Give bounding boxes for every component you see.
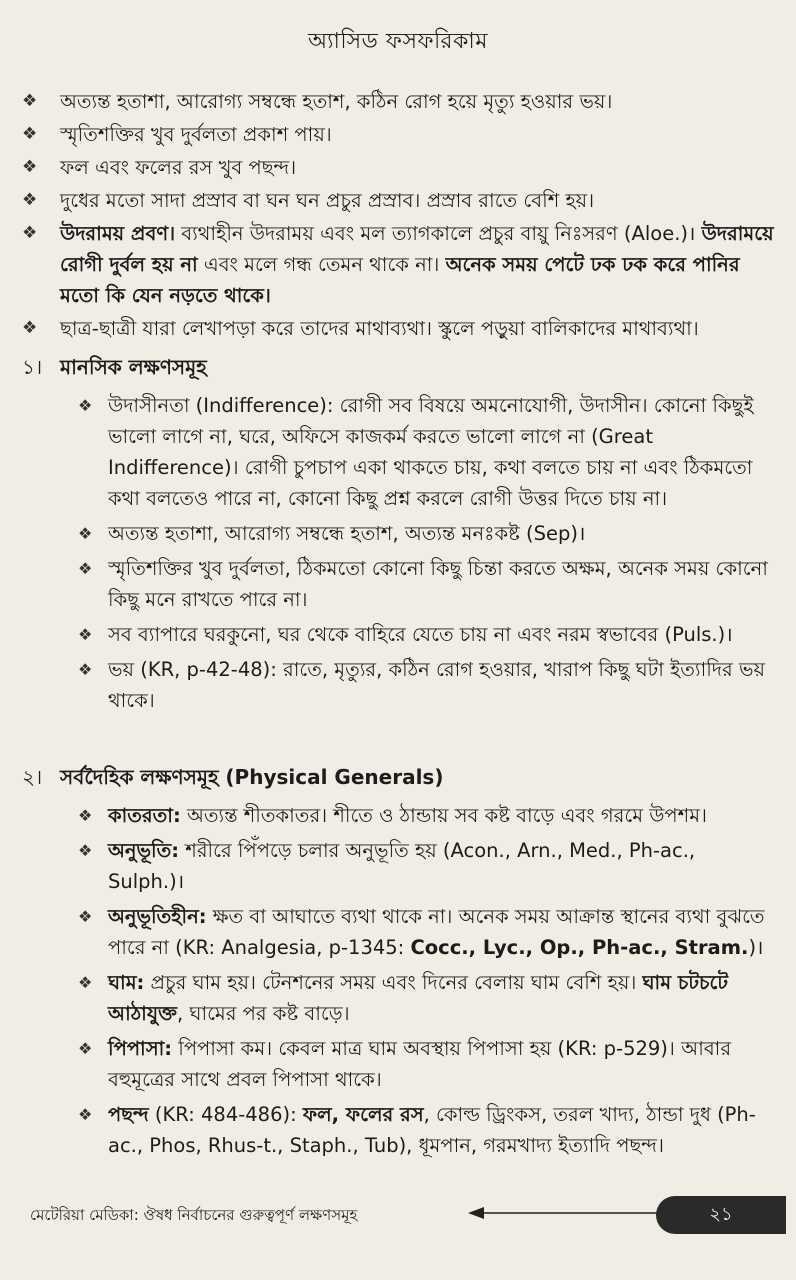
bullet-bold-text: উদরাময় প্রবণ। (60, 222, 176, 245)
diamond-bullet-icon: ❖ (22, 91, 38, 111)
item-label: অনুভূতি: (108, 839, 180, 862)
section-number: ২। (22, 765, 43, 789)
list-item (78, 553, 774, 615)
bullet-text: উদাসীনতা (Indifference): রোগী সব বিষয়ে অমনোযোগী, উদাসীন। কোনো কিছুই ভালো লাগে না, ঘরে, অফিসে কাজকর্ম করতে ভালো লাগে না (Great Indifference)। রোগী চুপচাপ একা থাকতে চায়, কথা বলতে চায় না এবং ঠিকমতো কথা বলতেও পারে না, কোনো কিছু প্রশ্ন করলে রোগী উত্তর দিতে চায় না। (108, 394, 754, 510)
bullet-text: ছাত্র-ছাত্রী যারা লেখাপড়া করে তাদের মাথাব্যথা। স্কুলে পড়ুয়া বালিকাদের মাথাব্যথা। (60, 317, 699, 340)
list-item (78, 518, 774, 549)
list-item (22, 119, 780, 150)
diamond-bullet-icon: ❖ (78, 396, 93, 415)
diamond-bullet-icon: ❖ (22, 223, 38, 243)
bullet-bold-text: Cocc., Lyc., Op., Ph-ac., Stram. (410, 936, 749, 959)
section-heading (22, 352, 774, 382)
list-item (78, 800, 774, 831)
list-item (22, 152, 780, 183)
bullet-text: ব্যথাহীন উদরাময় এবং মল ত্যাগকালে প্রচুর বায়ু নিঃসরণ (Aloe.)। (175, 222, 702, 245)
bullet-text: শরীরে পিঁপড়ে চলার অনুভূতি হয় (Acon., Arn., Med., Ph-ac., Sulph.)। (108, 839, 696, 893)
diamond-bullet-icon: ❖ (78, 625, 93, 644)
bullet-text: (KR: 484-486): (148, 1103, 303, 1126)
list-item (22, 86, 780, 117)
bullet-bold-text: ফল, ফলের রস (302, 1103, 424, 1126)
bullet-bold-text: ঘাম চটচটে আঠাযুক্ত (108, 971, 728, 1025)
bullet-text: , ঘামের পর কষ্ট বাড়ে। (177, 1002, 350, 1025)
bullet-bold-text: উদরাময়ে রোগী দুর্বল হয় না (60, 222, 774, 276)
diamond-bullet-icon: ❖ (78, 660, 93, 679)
section-heading (22, 762, 774, 792)
section-number: ১। (22, 355, 43, 379)
diamond-bullet-icon: ❖ (22, 190, 38, 210)
bullet-text: অত্যন্ত হতাশা, আরোগ্য সম্বন্ধে হতাশ, অত্যন্ত মনঃকষ্ট (Sep)। (108, 522, 586, 545)
list-item (78, 619, 774, 650)
footer-text: মেটেরিয়া মেডিকা: ঔষধ নির্বাচনের গুরুত্বপূর্ণ লক্ষণসমূহ (30, 1206, 358, 1224)
bullet-text: ফল এবং ফলের রস খুব পছন্দ। (60, 156, 297, 179)
diamond-bullet-icon: ❖ (78, 841, 93, 860)
page-footer (30, 1196, 786, 1236)
item-label: পিপাসা: (108, 1037, 173, 1060)
bullet-text: ক্ষত বা আঘাতে ব্যথা থাকে না। অনেক সময় আক্রান্ত স্থানের ব্যথা বুঝতে পারে না (KR: Analgesia, p-1345: (108, 905, 765, 959)
list-item (22, 218, 780, 311)
list-item (78, 967, 774, 1029)
bullet-text: দুধের মতো সাদা প্রস্রাব বা ঘন ঘন প্রচুর প্রস্রাব। প্রস্রাব রাতে বেশি হয়। (60, 189, 595, 212)
bullet-text: অত্যন্ত শীতকাতর। শীতে ও ঠান্ডায় সব কষ্ট বাড়ে এবং গরমে উপশম। (180, 804, 707, 827)
list-item (78, 901, 774, 963)
diamond-bullet-icon: ❖ (78, 973, 93, 992)
item-label: ঘাম: (108, 971, 145, 994)
list-item (78, 1099, 774, 1161)
list-item (78, 1033, 774, 1095)
page-title: অ্যাসিড ফসফরিকাম (308, 29, 488, 54)
diamond-bullet-icon: ❖ (78, 1105, 93, 1124)
diamond-bullet-icon: ❖ (22, 124, 38, 144)
mental-symptoms-section (22, 352, 774, 720)
bullet-text: স্মৃতিশক্তির খুব দুর্বলতা প্রকাশ পায়। (60, 123, 332, 146)
bullet-text: )। (748, 936, 764, 959)
item-label: কাতরতা: (108, 804, 181, 827)
bullet-bold-text: অনেক সময় পেটে ঢক ঢক করে পানির মতো কি যেন নড়তে থাকে। (60, 253, 740, 307)
diamond-bullet-icon: ❖ (22, 157, 38, 177)
list-item (78, 835, 774, 897)
list-item (22, 185, 780, 216)
item-label: অনুভূতিহীন: (108, 905, 207, 928)
bullet-text: এবং মলে গন্ধ তেমন থাকে না। (197, 253, 446, 276)
physical-generals-section (22, 762, 774, 1165)
bullet-text: , কোল্ড ড্রিংকস, তরল খাদ্য, ঠান্ডা দুধ (Ph-ac., Phos, Rhus-t., Staph., Tub), ধূমপান, গরমখাদ্য ইত্যাদি পছন্দ। (108, 1103, 756, 1157)
physical-generals-list (22, 800, 774, 1161)
list-item (78, 390, 774, 514)
page-number: ২১ (656, 1196, 786, 1234)
diamond-bullet-icon: ❖ (78, 559, 93, 578)
bullet-text: স্মৃতিশক্তির খুব দুর্বলতা, ঠিকমতো কোনো কিছু চিন্তা করতে অক্ষম, অনেক সময় কোনো কিছু মনে রাখতে পারে না। (108, 557, 768, 611)
bullet-text: সব ব্যাপারে ঘরকুনো, ঘর থেকে বাহিরে যেতে চায় না এবং নরম স্বভাবের (Puls.)। (108, 623, 733, 646)
bullet-text: ভয় (KR, p-42-48): রাতে, মৃত্যুর, কঠিন রোগ হওয়ার, খারাপ কিছু ঘটা ইত্যাদির ভয় থাকে। (108, 658, 765, 712)
mental-symptoms-list (22, 390, 774, 716)
list-item (78, 654, 774, 716)
bullet-text: প্রচুর ঘাম হয়। টেনশনের সময় এবং দিনের বেলায় ঘাম বেশি হয়। (144, 971, 643, 994)
section-title: সর্বদৈহিক লক্ষণসমূহ (Physical Generals) (60, 765, 444, 789)
bullet-text: পিপাসা কম। কেবল মাত্র ঘাম অবস্থায় পিপাসা হয় (KR: p-529)। আবার বহুমূত্রের সাথে প্রবল পিপাসা থাকে। (108, 1037, 732, 1091)
diamond-bullet-icon: ❖ (78, 1039, 93, 1058)
diamond-bullet-icon: ❖ (78, 806, 93, 825)
diamond-bullet-icon: ❖ (22, 318, 38, 338)
intro-bullet-list (22, 86, 780, 346)
diamond-bullet-icon: ❖ (78, 907, 93, 926)
bullet-text: অত্যন্ত হতাশা, আরোগ্য সম্বন্ধে হতাশ, কঠিন রোগ হয়ে মৃত্যু হওয়ার ভয়। (60, 90, 613, 113)
item-label: পছন্দ (108, 1103, 149, 1126)
section-title: মানসিক লক্ষণসমূহ (60, 355, 207, 379)
diamond-bullet-icon: ❖ (78, 524, 93, 543)
list-item (22, 313, 780, 344)
